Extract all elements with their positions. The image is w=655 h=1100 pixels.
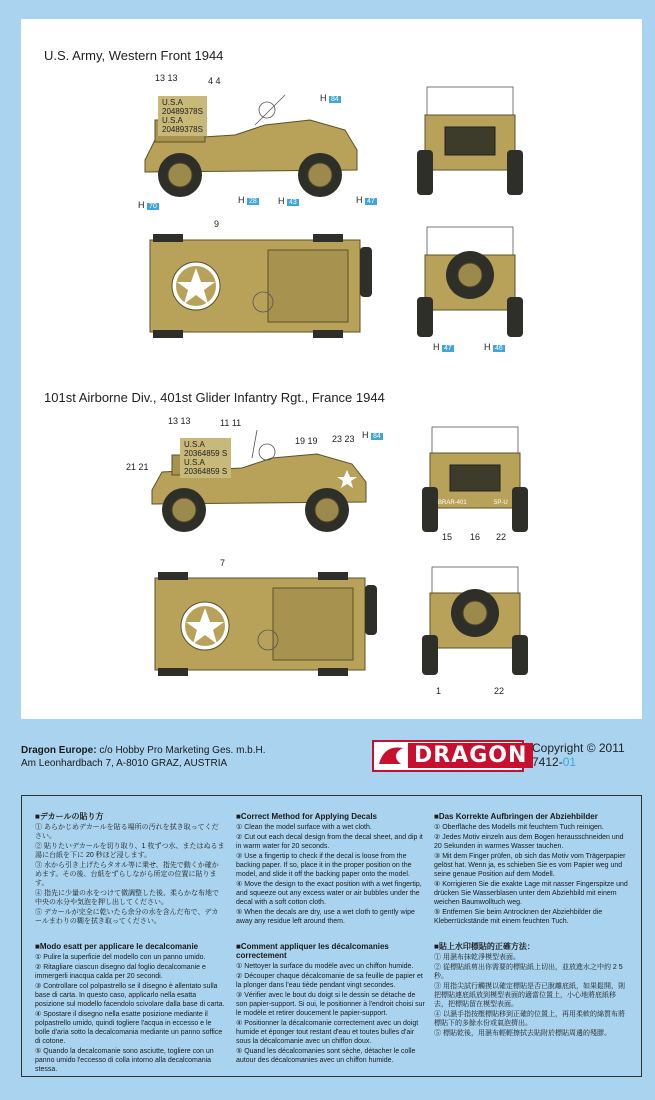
scheme1-front-view xyxy=(415,85,525,200)
instructions-french: ■Comment appliquer les décalcomanies correctement ① Nettoyer la surface du modèle avec un chiffon humide. ② Découper chaque décalcomanie de sa feuille de papier et la plonger dans l'eau tiède pendant vingt secondes. ③ Vérifier avec le bout du doigt si le dessin se détache de son papier-support. Si oui, le positionner à l'endroit choisi sur le modèle et retirer doucement le papier-support. ④ Positionner la décalcomanie correctement avec un doigt humide et éponger tout restant d'eau et toutes bulles d'air sous la décalcomanie avec un chiffon doux. ⑤ Quand les décalcomanies sont sèche, détacher le colle autour des décalcomanies avec un chiffon humide. xyxy=(236,942,425,1064)
instructions-english: ■Correct Method for Applying Decals ① Clean the model surface with a wet cloth. ② Cut out each decal design from the decal sheet, and dip it in warm water for 20 seconds. ③ Use a fingertip to check if the decal is loose from the backing paper. If so, place it in the proper position on the model, and slide it off the backing paper onto the model. ④ Move the design to the exact position with a wet fingertip, and squeeze out any excess water or air bubbles under the decal with a soft cotton cloth. ⑤ When the decals are dry, use a wet cloth to gently wipe away any residue left around them. xyxy=(236,812,423,925)
scheme2-callout-23: 23 23 xyxy=(332,434,355,444)
scheme2-callout-1: 1 xyxy=(436,686,442,696)
scheme2-color-ref-84: H 84 xyxy=(362,430,381,440)
scheme1-rear-view xyxy=(415,225,525,340)
scheme2-rear-view xyxy=(420,565,530,680)
scheme1-color-ref-70: H 70 xyxy=(138,200,157,210)
product-code: 7412- xyxy=(532,755,563,769)
scheme1-color-ref-47b: H 47 xyxy=(433,342,452,352)
scheme2-callout-13: 13 13 xyxy=(168,416,191,426)
scheme1-callout-13: 13 13 xyxy=(155,73,178,83)
dragon-logo: DRAGON xyxy=(372,740,524,772)
scheme1-callout-9: 9 xyxy=(214,219,220,229)
scheme1-color-ref-28: H 28 xyxy=(238,195,257,205)
scheme1-top-view xyxy=(138,232,378,342)
scheme1-color-ref-46: H 46 xyxy=(484,342,503,352)
instructions-chinese: ■貼上水印標貼的正確方法： ① 用濕布抹乾淨模型表面。 ② 從標貼紙剪出你需要的標貼紙上切出，並放進水之中約 2 5 秒。 ③ 用指尖試行觸摸以確定標貼是否已脫離底紙，如果鬆開，則把標貼連底紙放到模型表面的適當位置上，小心地將底紙移去，把標貼留在模型表面。 ④ 以濕手指按壓標貼移到正確的位置上，再用柔軟的綿質布將標貼下的多餘水份或氣泡擠出。 ⑤ 標貼乾後，用濕布輕輕擦拭去貼附於標貼周邊的殘膠。 xyxy=(434,942,625,1037)
instructions-japanese: ■デカールの貼り方 ① あらかじめデカールを貼る場所の汚れを拭き取ってください。 ② 貼りたいデカールを切り取り、1 枚ずつ水、またはぬるま湯に台紙を下に 20 秒ほど浸します。 ③ 水から引き上げたらタオル等に乗せ、指先で動くか確かめます。その後、台紙をずらしながら所定の位置に貼ります。 ④ 指先に少量の水をつけて微調整した後、柔らかな布地で中央の水分や気泡を押し出してください。 ⑤ デカールが完全に乾いたら余分の水を含んだ布で、デカールまわりの糊を拭き取ってください。 xyxy=(35,812,225,925)
company-name: Dragon Europe: xyxy=(21,745,97,756)
scheme2-callout-21: 21 21 xyxy=(126,462,149,472)
scheme2-callout-15: 15 xyxy=(442,532,453,542)
scheme2-callout-22: 22 xyxy=(496,532,507,542)
scheme2-bumper-plate: U.S.A 20364859 S U.S.A 20364859 S xyxy=(180,438,231,478)
scheme2-bumper-code-1: BRAR-401 xyxy=(438,500,467,506)
scheme2-bumper-code-2: 5P-U xyxy=(494,500,508,506)
instructions-italian: ■Modo esatt per applicare le decalcomanie ① Pulire la superficie del modello con un panno umido. ② Ritagliare ciascun disegno dal foglio decalcomanie e immergerli inacqua calda per 20 secondi. ③ Controllare col polpastrello se il disegno è allentato sulla base di carta. In questo caso, applicarlo nella esatta posizione sul modello facendolo scivolare dalla base di carta. ④ Spostare il disegno nella esatte posizione mediante il polpastrello umido, quindi togliere l'acqua in eccesso e le bolle d'aria sotto la decalcomania mediante un panno soffice di cotone. ⑤ Quando la decalcomanie sono asciutte, togliere con un panno umido l'eccesso di colla intorno alla decalcomania stessa. xyxy=(35,942,225,1073)
scheme1-color-ref-84: H 84 xyxy=(320,93,339,103)
scheme2-top-view xyxy=(143,570,383,680)
copyright: Copyright © 2011 xyxy=(532,741,625,755)
scheme1-title: U.S. Army, Western Front 1944 xyxy=(44,48,224,63)
company-address xyxy=(21,744,266,770)
scheme1-callout-4: 4 4 xyxy=(208,76,221,86)
instructions-german: ■Das Korrekte Aufbringen der Abziehbilder ① Oberfläche des Modells mit feuchtem Tuch reinigen. ② Jedes Motiv einzeln aus dem Bogen herausschneiden und 20 Sekunden in warmes Wasser tauchen. ③ Mit dem Finger prüfen, ob sich das Motiv vom Trägerpapier gelöst hat. Wenn ja, es schieben Sie es vom Papier weg und seine genaue Position auf dem Modell. ④ Korrigieren Sie die exakte Lage mit nasser Fingerspitze und drücken Sie Wasserblasen unter dem Abziehbild mit einem weichen Baumwolltuch weg. ⑤ Entfernen Sie beim Antrocknen der Abziehbilder die Kleberrückstände mit einem feuchten Tuch. xyxy=(434,812,628,925)
scheme2-side-view xyxy=(142,430,377,540)
scheme2-front-view xyxy=(420,425,530,540)
address-line-1: c/o Hobby Pro Marketing Ges. m.b.H. xyxy=(96,745,266,756)
address-line-2: Am Leonhardbach 7, A-8010 GRAZ, AUSTRIA xyxy=(21,758,228,769)
dragon-emblem-icon xyxy=(377,744,405,768)
scheme1-color-ref-43: H 43 xyxy=(278,196,297,206)
scheme2-callout-7: 7 xyxy=(220,558,226,568)
scheme1-bumper-plate: U.S.A 20489378S U.S.A 20489378S xyxy=(158,96,207,136)
scheme2-callout-16: 16 xyxy=(470,532,481,542)
scheme2-callout-11: 11 11 xyxy=(220,418,242,428)
scheme1-color-ref-47: H 47 xyxy=(356,195,375,205)
scheme2-title: 101st Airborne Div., 401st Glider Infantry Rgt., France 1944 xyxy=(44,390,385,405)
scheme2-callout-19: 19 19 xyxy=(295,436,318,446)
scheme2-callout-22b: 22 xyxy=(494,686,505,696)
copyright-block xyxy=(532,741,625,769)
product-code-suffix: 01 xyxy=(562,755,577,769)
